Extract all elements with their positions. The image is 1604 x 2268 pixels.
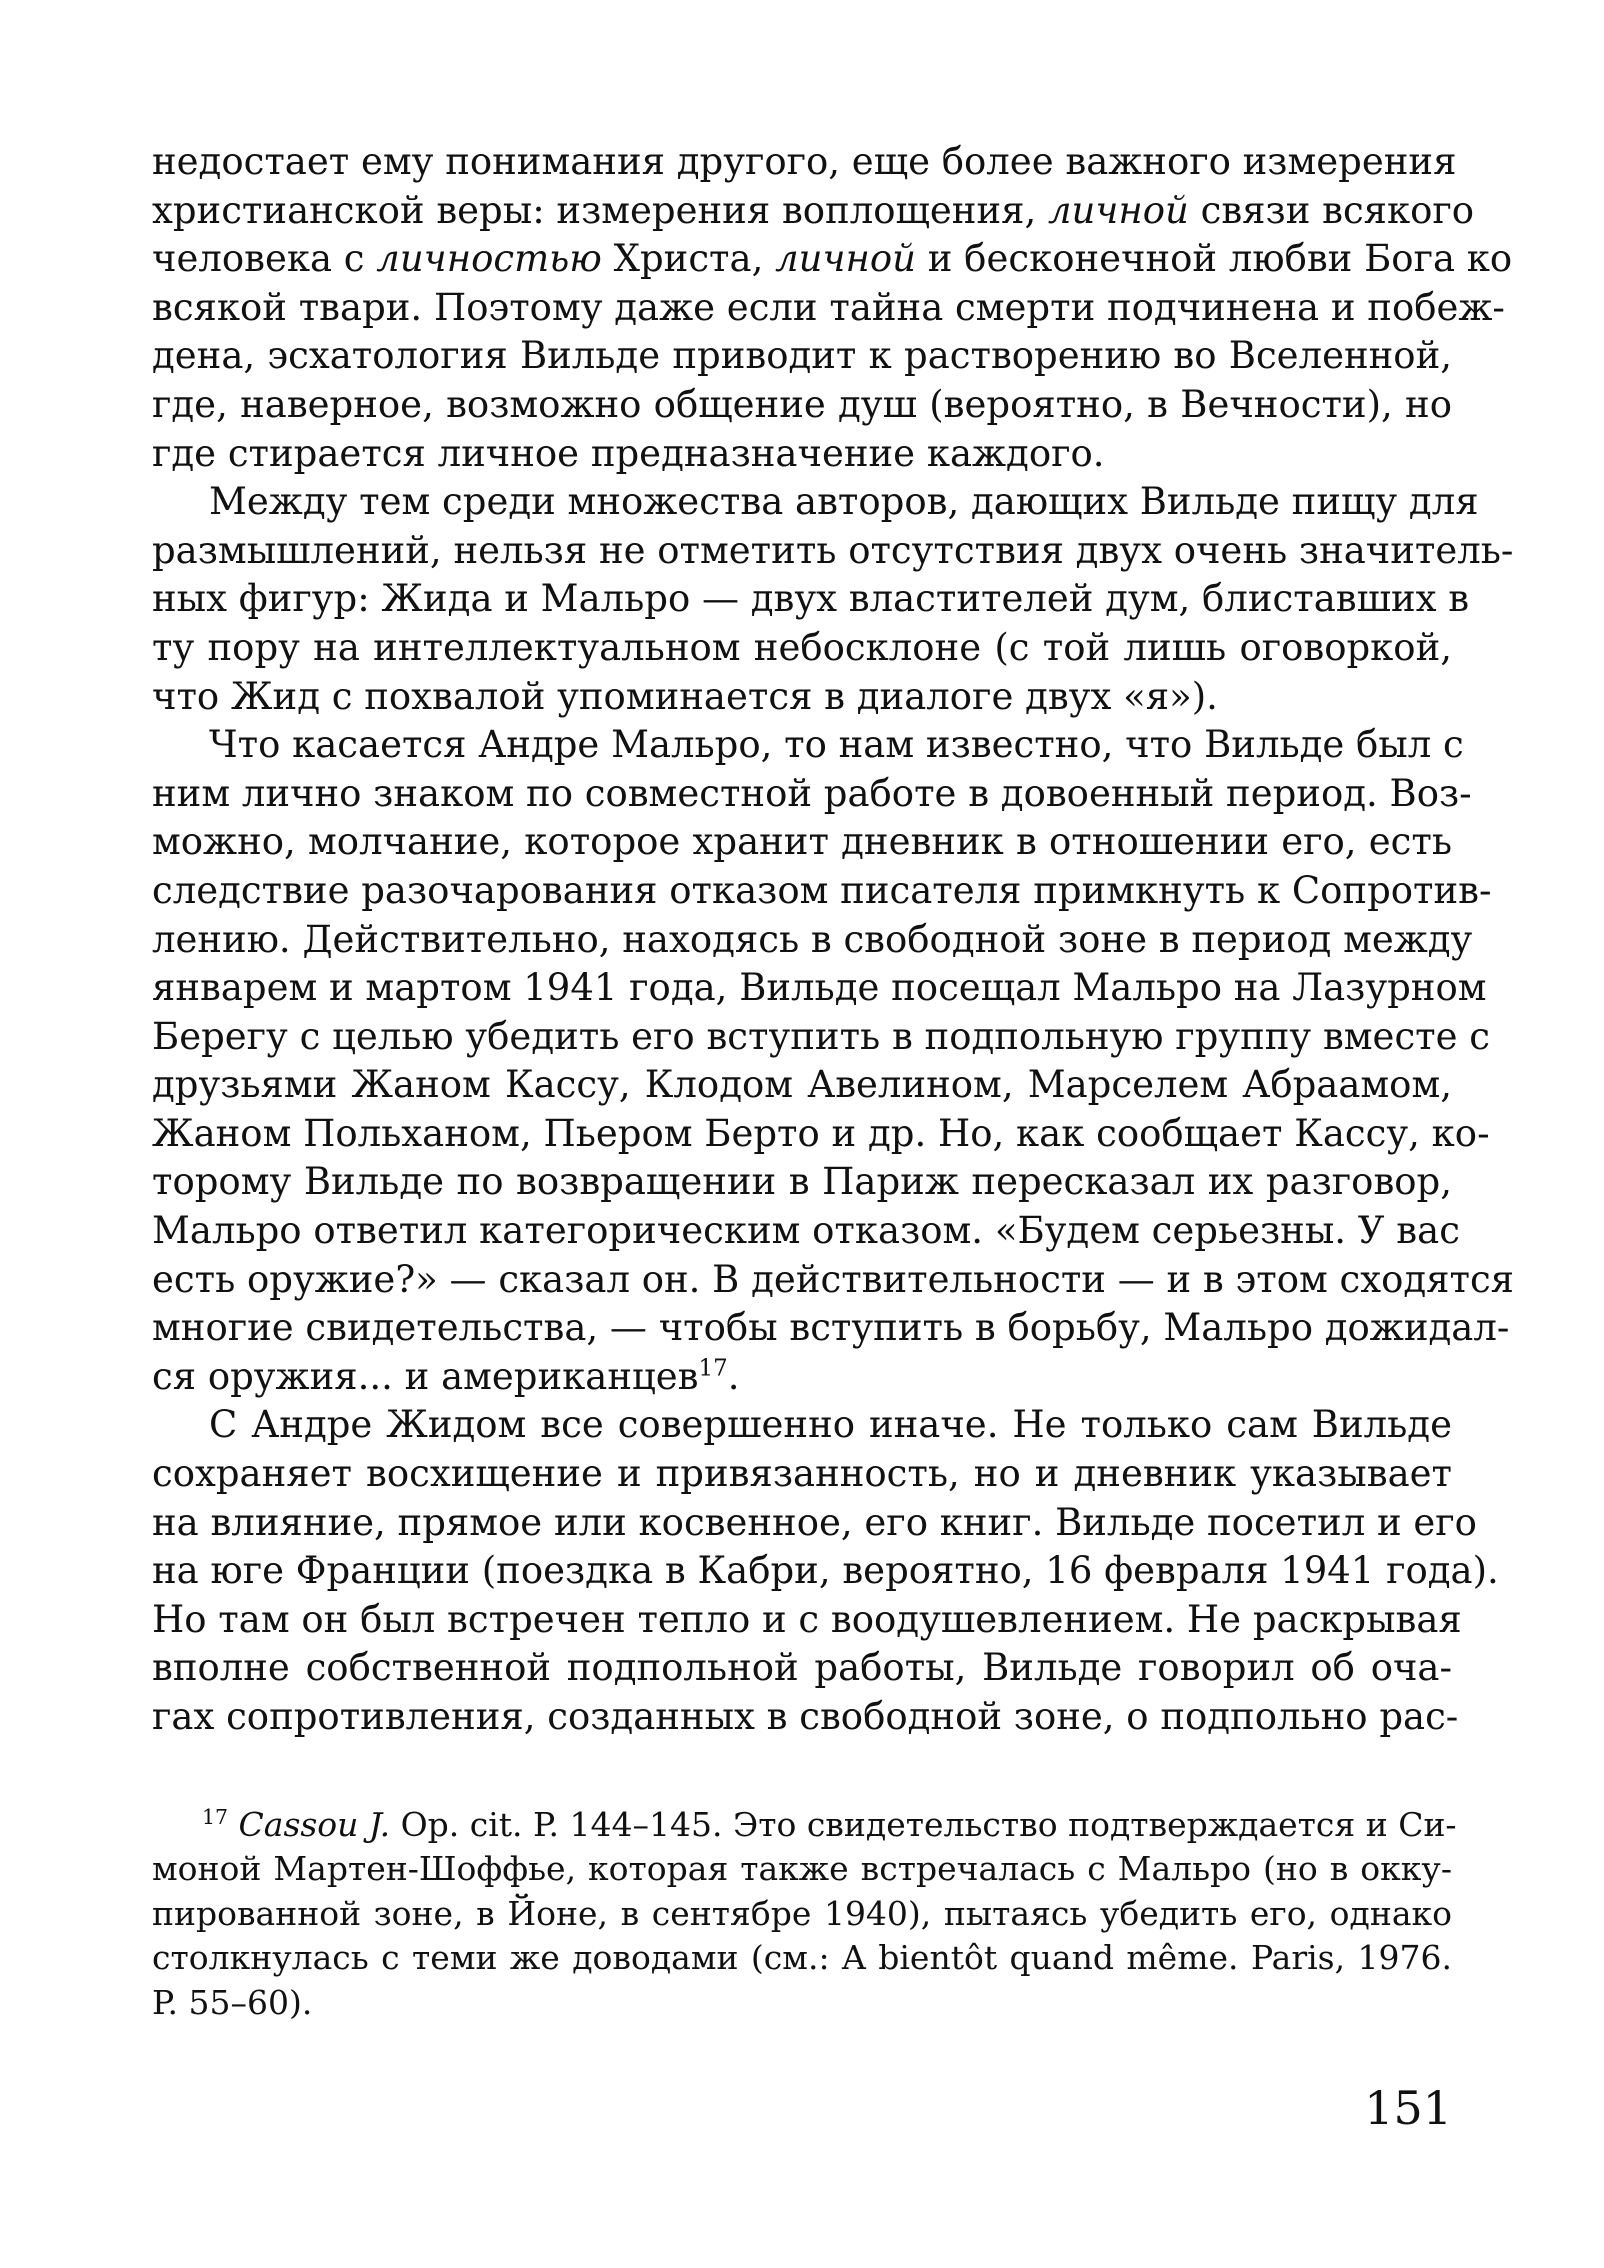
text-line: человека с личностью Христа, личной и бесконечной любви Бога ко [152, 237, 1513, 281]
text-line: где стирается личное предназначение каждого. [152, 431, 1105, 475]
footnote-line: пированной зоне, в Йоне, в сентябре 1940), пытаясь убедить его, однако [152, 1893, 1452, 1933]
text-line: Мальро ответил категорическим отказом. «Будем серьезны. У вас [152, 1209, 1460, 1253]
text-line: Жаном Польханом, Пьером Берто и др. Но, как сообщает Кассу, ко- [152, 1111, 1490, 1155]
footnote-reference[interactable]: 17 [698, 1355, 728, 1382]
text-line: Что касается Андре Мальро, то нам известно, что Вильде был с [209, 723, 1464, 767]
footnote-line: P. 55–60). [152, 1982, 313, 2022]
text-line: Между тем среди множества авторов, дающих Вильде пищу для [209, 480, 1479, 524]
text-line: что Жид с похвалой упоминается в диалоге двух «я»). [152, 674, 1218, 718]
footnote [152, 1803, 1457, 2025]
text-line: на юге Франции (поездка в Кабри, вероятно, 16 февраля 1941 года). [152, 1549, 1499, 1593]
footnote-author: Cassou J. [238, 1805, 391, 1844]
text-line: вполне собственной подпольной работы, Вильде говорил об оча- [152, 1646, 1452, 1690]
footnote-line [152, 1803, 1457, 1847]
text-line: ся оружия... и американцев$^{17}$. [152, 1354, 740, 1398]
text-line: С Андре Жидом все совершенно иначе. Не только сам Вильде [209, 1403, 1452, 1447]
text-line: торому Вильде по возвращении в Париж пересказал их разговор, [152, 1160, 1452, 1204]
footnote-text: Op. cit. P. 144–145. Это свидетельство подтверждается и Си- [390, 1805, 1457, 1844]
emphasis: личностью [376, 237, 602, 281]
page-number: 151 [1364, 2081, 1452, 2135]
text-line: ту пору на интеллектуальном небосклоне (с той лишь оговоркой, [152, 625, 1452, 669]
text-line: январем и мартом 1941 года, Вильде посещал Мальро на Лазурном [152, 966, 1487, 1010]
text-line: лению. Действительно, находясь в свободной зоне в период между [152, 917, 1473, 961]
emphasis: личной [775, 237, 916, 281]
body-text [152, 138, 1515, 1742]
text-line: всякой твари. Поэтому даже если тайна смерти подчинена и побеж- [152, 285, 1505, 329]
footnote-line: столкнулась с теми же доводами (см.: A bientôt quand même. Paris, 1976. [152, 1938, 1452, 1978]
emphasis: личной [1047, 188, 1189, 232]
footnote-marker: 17 [202, 1805, 229, 1829]
text-line: Берегу с целью убедить его вступить в подпольную группу вместе с [152, 1014, 1491, 1058]
text-line: сохраняет восхищение и привязанность, но и дневник указывает [152, 1452, 1452, 1496]
text-line: есть оружие?» — сказал он. В действительности — и в этом сходятся [152, 1257, 1515, 1301]
text-line: дена, эсхатология Вильде приводит к растворению во Вселенной, [152, 334, 1452, 378]
footnote-line: моной Мартен-Шоффье, которая также встречалась с Мальро (но в окку- [152, 1849, 1452, 1889]
text-line: гах сопротивления, созданных в свободной зоне, о подпольно рас- [152, 1695, 1459, 1738]
text-line: где, наверное, возможно общение душ (вероятно, в Вечности), но [152, 382, 1452, 426]
text-line: следствие разочарования отказом писателя примкнуть к Сопротив- [152, 868, 1492, 912]
text-line: ним лично знаком по совместной работе в довоенный период. Воз- [152, 771, 1472, 815]
text-line: многие свидетельства, — чтобы вступить в борьбу, Мальро дожидал- [152, 1306, 1510, 1350]
text-line: Но там он был встречен тепло и с воодушевлением. Не раскрывая [152, 1597, 1462, 1641]
text-line: можно, молчание, которое хранит дневник в отношении его, есть [152, 820, 1452, 864]
text-line: друзьями Жаном Кассу, Клодом Авелином, Марселем Абраамом, [152, 1063, 1452, 1107]
text-line: размышлений, нельзя не отметить отсутствия двух очень значитель- [152, 528, 1514, 572]
text-line: на влияние, прямое или косвенное, его книг. Вильде посетил и его [152, 1500, 1477, 1544]
text-line: недостает ему понимания другого, еще более важного измерения [152, 140, 1457, 183]
text-line: христианской веры: измерения воплощения, личной связи всякого [152, 188, 1475, 232]
text-line: ных фигур: Жида и Мальро — двух властителей дум, блиставших в [152, 577, 1470, 621]
